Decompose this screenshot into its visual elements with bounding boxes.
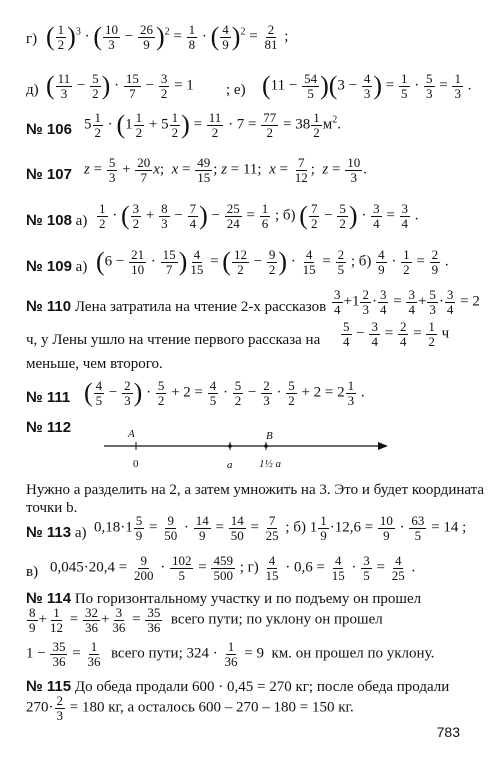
b-label: 1½ a [259, 458, 281, 470]
expr-107: z = $\frac{5}{3}$ + $\frac{20}{7}$ x; x = $\frac{49}{15}$ ; z = 11; x = $\frac{7}{12}$ ; z = $\frac{10}{3}$ . [84, 155, 367, 185]
problem-114-number: № 114 [26, 590, 72, 607]
line-111 [0, 378, 488, 408]
point-A-label: A [128, 428, 135, 440]
problem-107-number: № 107 [26, 166, 72, 183]
line-110 [0, 287, 488, 317]
line-115 [0, 678, 488, 695]
line-109: № 109 а) (6 − $\frac{21}{10}$ · $\frac{15}{7}$ ) $\frac{4}{15}$ = ( $\frac{12}{2}$ − $\frac{9}{2}$ ) · $\frac{4}{15}$ = $\frac{2}{5}$ ; б) $\frac{4}{9}$ · $\frac{1}{2}$ = $\frac{2}{9}$ . [26, 247, 449, 277]
problem-114-text4: км. он прошел по уклону. [271, 645, 435, 662]
number-line-arrow [378, 442, 388, 450]
expr-109: (6 − $\frac{21}{10}$ · $\frac{15}{7}$ ) $\frac{4}{15}$ = ( $\frac{12}{2}$ − $\frac{9}{2}$ ) · $\frac{4}{15}$ = $\frac{2}{5}$ ; б) $\frac{4}{9}$ · $\frac{1}{2}$ = $\frac{2}{9}$ . [96, 247, 449, 277]
line-114c [0, 639, 488, 669]
point-B-label: B [266, 430, 273, 442]
line-106 [0, 110, 488, 140]
line-g [0, 22, 488, 52]
problem-111-number: № 111 [26, 389, 71, 406]
problem-114-text: По горизонтальному участку и по подъему он прошел [74, 591, 422, 607]
line-113b: в) 0,045·20,4 = $\frac{9}{200}$ · $\frac{102}{5}$ = $\frac{459}{500}$ ; г) $\frac{4}{15}$ · 0,6 = $\frac{4}{15}$ · $\frac{3}{5}$ = $\frac{4}{25}$ . [26, 553, 416, 583]
expr-111: ( $\frac{4}{5}$ − $\frac{2}{3}$ ) · $\frac{5}{2}$ + 2 = $\frac{4}{5}$ · $\frac{5}{2}$ − $\frac{2}{3}$ · $\frac{5}{2}$ + 2 = 2 $\frac{1}{3}$ . [84, 378, 365, 408]
expr-114b: 1 − $\frac{35}{36}$ = $\frac{1}{36}$ всего пути; 324 · $\frac{1}{36}$ = 9 км. он прошел по уклону. [26, 639, 435, 669]
expr-110b: $\frac{5}{4}$ − $\frac{3}{4}$ = $\frac{2}{4}$ = $\frac{1}{2}$ ч [343, 319, 450, 349]
expr-e: (11 − $\frac{54}{5}$ )(3 − $\frac{4}{3}$ ) = $\frac{1}{5}$ · $\frac{5}{3}$ = $\frac{1}{3}$ . [262, 71, 472, 101]
problem-115-text2: = 180 кг, а осталось 600 – 270 – 180 = 150 кг. [69, 699, 354, 716]
problem-114-text2: всего пути; по уклону он прошел [170, 611, 383, 628]
expr-113b: 0,045·20,4 = $\frac{9}{200}$ · $\frac{102}{5}$ = $\frac{459}{500}$ ; г) $\frac{4}{15}$ · 0,6 = $\frac{4}{15}$ · $\frac{3}{5}$ = $\frac{4}{25}$ . [50, 553, 416, 583]
problem-115-text: До обеда продали 600 · 0,45 = 270 кг; после обеда продали [74, 679, 450, 695]
line-114b [0, 605, 488, 635]
point-A [228, 444, 232, 448]
line-110b [0, 319, 488, 349]
a-label: a [227, 459, 233, 471]
hours-unit: ч [441, 325, 450, 342]
line-110c [0, 356, 488, 372]
problem-115-number: № 115 [26, 678, 72, 695]
problem-112-number: № 112 [26, 419, 72, 436]
expr-d: ( $\frac{11}{3}$ − $\frac{5}{2}$ ) · $\frac{15}{7}$ − $\frac{3}{2}$ = 1 [46, 71, 194, 101]
line-112b [0, 482, 488, 498]
problem-108-number: № 108 [26, 212, 72, 229]
problem-110-number: № 110 [26, 298, 72, 315]
problem-110-text3: меньше, чем второго. [26, 356, 163, 372]
problem-110-text2: ч, у Лены ушло на чтение первого рассказа на [26, 332, 321, 348]
label-e: ; е) [226, 82, 246, 98]
line-d [0, 71, 488, 101]
line-108: № 108 а) $\frac{1}{2}$ · ( $\frac{3}{2}$ + $\frac{8}{3}$ − $\frac{7}{4}$ ) − $\frac{25}{24}$ = $\frac{1}{6}$ ; б) ( $\frac{7}{2}$ − $\frac{5}{2}$ ) · $\frac{3}{4}$ = $\frac{3}{4}$ . [26, 201, 419, 231]
line-112c [0, 500, 488, 516]
line-112 [0, 419, 488, 436]
number-line [100, 430, 390, 478]
expr-115: 270· $\frac{2}{3}$ = 180 кг, а осталось 600 – 270 – 180 = 150 кг. [26, 693, 354, 723]
problem-110-text: Лена затратила на чтение 2-х рассказов [74, 299, 327, 315]
expr-110a: $\frac{3}{4}$ +1 $\frac{2}{3}$ · $\frac{3}{4}$ = $\frac{3}{4}$ + $\frac{5}{3}$ · $\frac{3}{4}$ = 2 [334, 287, 480, 317]
problem-113-number: № 113 [26, 524, 72, 541]
zero-label: 0 [133, 458, 139, 470]
page-number: 783 [436, 724, 460, 740]
line-113: № 113 а) 0,18·1 $\frac{5}{9}$ = $\frac{9}{50}$ · $\frac{14}{9}$ = $\frac{14}{50}$ = $\frac{7}{25}$ ; б) 1 $\frac{1}{9}$ ·12,6 = $\frac{10}{9}$ · $\frac{63}{5}$ = 14 ; [26, 513, 467, 543]
problem-112-text2: точки b. [26, 500, 78, 516]
expr-106: 5 $\frac{1}{2}$ · (1 $\frac{1}{2}$ + 5 $\frac{1}{2}$ ) = $\frac{11}{2}$ · 7 = $\frac{77}{2}$ = 38 $\frac{1}{2}$ $м^2$. [84, 110, 341, 140]
label-g: г) [26, 31, 38, 47]
point-B [264, 444, 268, 448]
line-107 [0, 155, 488, 185]
expr-113a: 0,18·1 $\frac{5}{9}$ = $\frac{9}{50}$ · $\frac{14}{9}$ = $\frac{14}{50}$ = $\frac{7}{25}$ ; б) 1 $\frac{1}{9}$ ·12,6 = $\frac{10}{9}$ · $\frac{63}{5}$ = 14 ; [94, 513, 467, 543]
problem-112-text: Нужно a разделить на 2, а затем умножить на 3. Это и будет координата [26, 482, 485, 498]
expr-114a: $\frac{8}{9}$ + $\frac{1}{12}$ = $\frac{32}{36}$ + $\frac{3}{36}$ = $\frac{35}{36}$ всего пути; по уклону он прошел [29, 605, 383, 635]
problem-109-number: № 109 [26, 258, 72, 275]
expr-108: $\frac{1}{2}$ · ( $\frac{3}{2}$ + $\frac{8}{3}$ − $\frac{7}{4}$ ) − $\frac{25}{24}$ = $\frac{1}{6}$ ; б) ( $\frac{7}{2}$ − $\frac{5}{2}$ ) · $\frac{3}{4}$ = $\frac{3}{4}$ . [99, 201, 419, 231]
problem-106-number: № 106 [26, 121, 72, 138]
line-115b [0, 693, 488, 723]
problem-114-text3: всего пути; [110, 645, 183, 662]
expr-g: ( $\frac{1}{2}$ )$^3$ · ( $\frac{10}{3}$ − $\frac{26}{9}$ )$^2$ = $\frac{1}{8}$ · ( $\frac{4}{9}$ )$^2$ = $\frac{2}{81}$ ; [46, 22, 289, 52]
label-d: д) [26, 82, 39, 98]
line-114 [0, 590, 488, 607]
